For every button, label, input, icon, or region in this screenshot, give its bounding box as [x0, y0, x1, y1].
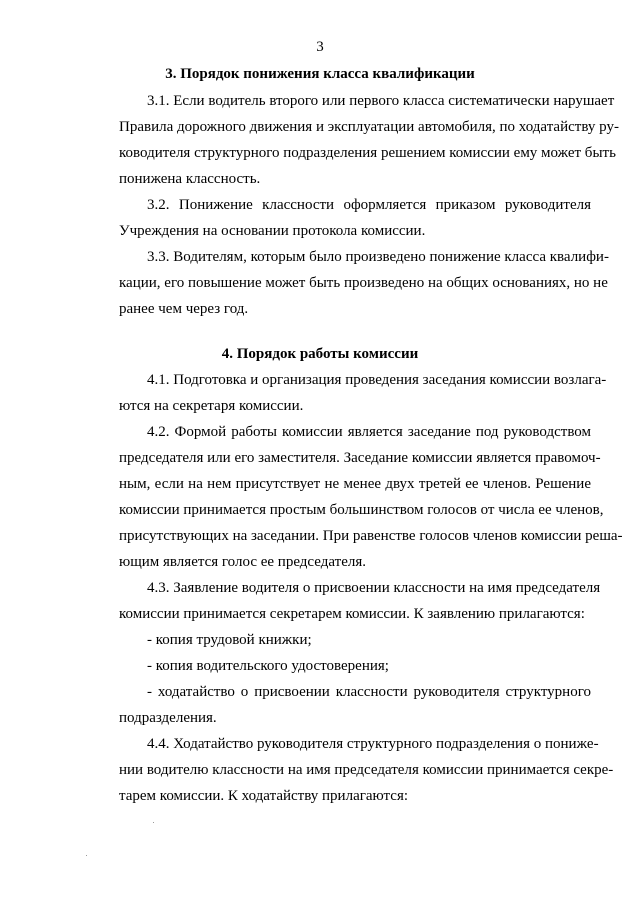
paragraph-line: ранее чем через год.: [119, 301, 249, 317]
paragraph-line: присутствующих на заседании. При равенстве голосов членов комиссии реша-: [119, 528, 623, 544]
paragraph-line: подразделения.: [119, 710, 217, 726]
paragraph-line: комиссии принимается секретарем комиссии. К заявлению прилагаются:: [119, 606, 585, 622]
paragraph-line: ющим является голос ее председателя.: [119, 554, 366, 570]
list-item: - ходатайство о присвоении классности руководителя структурного: [147, 684, 591, 700]
paragraph-line: ководителя структурного подразделения решением комиссии ему может быть: [119, 145, 616, 161]
paragraph-line: комиссии принимается простым большинством голосов от числа ее членов,: [119, 502, 604, 518]
paragraph-line: нии водителю классности на имя председателя комиссии принимается секре-: [119, 762, 614, 778]
paragraph-line: Правила дорожного движения и эксплуатации автомобиля, по ходатайству ру-: [119, 119, 619, 135]
paragraph-line: ются на секретаря комиссии.: [119, 398, 304, 414]
paragraph-line: председателя или его заместителя. Заседание комиссии является правомоч-: [119, 450, 601, 466]
scan-speck: [86, 855, 87, 856]
paragraph-line: 3.1. Если водитель второго или первого класса систематически нарушает: [147, 93, 615, 109]
paragraph-line: 3.3. Водителям, которым было произведено понижение класса квалифи-: [147, 249, 609, 265]
list-item: - копия водительского удостоверения;: [147, 658, 389, 674]
page-number: 3: [316, 39, 324, 55]
paragraph-line: тарем комиссии. К ходатайству прилагаются:: [119, 788, 409, 804]
list-item: - копия трудовой книжки;: [147, 632, 312, 648]
paragraph-line: 4.3. Заявление водителя о присвоении классности на имя председателя: [147, 580, 601, 596]
section-3-heading: 3. Порядок понижения класса квалификации: [165, 66, 475, 82]
paragraph-line: 4.1. Подготовка и организация проведения заседания комиссии возлага-: [147, 372, 607, 388]
paragraph-line: 4.2. Формой работы комиссии является заседание под руководством: [147, 424, 591, 440]
paragraph-line: кации, его повышение может быть произведено на общих основаниях, но не: [119, 275, 608, 291]
paragraph-line: 4.4. Ходатайство руководителя структурного подразделения о понижe-: [147, 736, 599, 752]
paragraph-line: ным, если на нем присутствует не менее двух третей ее членов. Решение: [119, 476, 591, 492]
scan-speck: [153, 822, 154, 823]
paragraph-line: 3.2. Понижение классности оформляется приказом руководителя: [147, 197, 591, 213]
section-4-heading: 4. Порядок работы комиссии: [221, 346, 419, 362]
paragraph-line: понижена классность.: [119, 171, 261, 187]
paragraph-line: Учреждения на основании протокола комиссии.: [119, 223, 426, 239]
